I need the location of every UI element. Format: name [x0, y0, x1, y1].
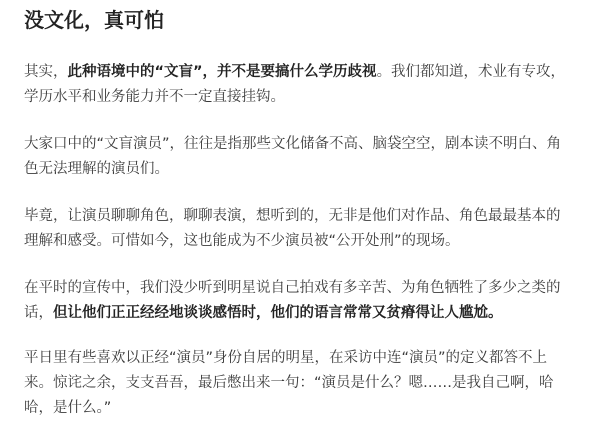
text-run: 。我们都知道，术业有专攻，	[376, 64, 566, 80]
text-run: 平日里有些喜欢以正经“演员”身份自居的明星，在采访中连“演员”的定义都答不上	[24, 350, 548, 366]
paragraph-line	[24, 60, 580, 85]
paragraph-2	[24, 132, 580, 182]
text-run: 其实，	[24, 64, 68, 80]
paragraph-line	[24, 371, 580, 396]
text-run: 色无法理解的演员们。	[24, 161, 169, 177]
paragraph-3	[24, 204, 580, 254]
text-run: 毕竟，让演员聊聊角色，聊聊表演，想听到的，无非是他们对作品、角色最最基本的	[24, 208, 561, 224]
paragraph-line	[24, 346, 580, 371]
paragraph-line	[24, 301, 580, 326]
paragraph-line	[24, 157, 580, 182]
paragraph-1	[24, 60, 580, 110]
paragraph-4	[24, 276, 580, 326]
paragraph-line	[24, 229, 580, 254]
text-run: 在平时的宣传中，我们没少听到明星说自己拍戏有多辛苦、为角色牺牲了多少之类的	[24, 280, 561, 296]
text-run: 学历水平和业务能力并不一定直接挂钩。	[24, 89, 285, 105]
text-run: 理解和感受。可惜如今，这也能成为不少演员被“公开处刑”的现场。	[24, 233, 460, 249]
text-run: 大家口中的“文盲演员”，往往是指那些文化储备不高、脑袋空空，剧本读不明白、角	[24, 136, 562, 152]
paragraph-line	[24, 396, 580, 421]
paragraph-line	[24, 204, 580, 229]
paragraph-line	[24, 132, 580, 157]
text-run: 来。惊诧之余，支支吾吾，最后憋出来一句：“演员是什么？嗯……是我自己啊，哈	[24, 375, 554, 391]
paragraph-line	[24, 85, 580, 110]
article-title: 没文化，真可怕	[24, 8, 164, 32]
bold-text-run: 此种语境中的“文盲”，并不是要搞什么学历歧视	[67, 64, 377, 80]
text-run: 哈，是什么。”	[24, 400, 112, 416]
text-run: 话，	[24, 305, 53, 321]
bold-text-run: 但让他们正正经经地谈谈感悟时，他们的语言常常又贫瘠得让人尴尬。	[53, 305, 503, 321]
paragraph-5	[24, 346, 580, 421]
paragraph-line	[24, 276, 580, 301]
